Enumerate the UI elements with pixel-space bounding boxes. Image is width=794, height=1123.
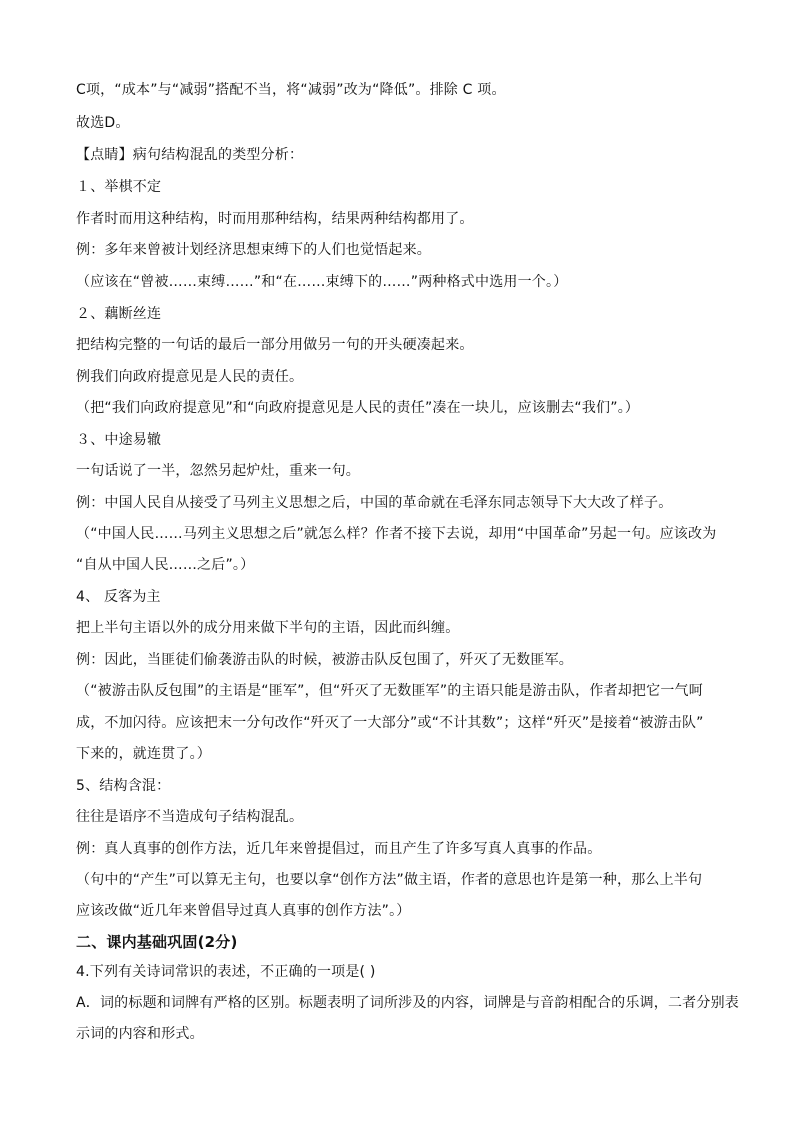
text-line: 例：多年来曾被计划经济思想束缚下的人们也觉悟起来。 bbox=[76, 242, 431, 258]
text-line: 故选D。 bbox=[76, 115, 130, 131]
text-line: （把“我们向政府提意见”和“向政府提意见是人民的责任”凑在一块儿，应该删去“我们”。） bbox=[76, 400, 640, 416]
text-line: 应该改做“近几年来曾倡导过真人真事的创作方法”。） bbox=[76, 903, 411, 919]
question-stem: 4.下列有关诗词常识的表述，不正确的一项是( ) bbox=[76, 964, 376, 980]
section-heading: 二、课内基础巩固(2分) bbox=[76, 933, 238, 951]
text-line: C项，“成本”与“减弱”搭配不当，将“减弱”改为“降低”。排除 C 项。 bbox=[76, 82, 506, 98]
text-line: 把结构完整的一句话的最后一部分用做另一句的开头硬凑起来。 bbox=[76, 337, 474, 353]
text-line: 往往是语序不当造成句子结构混乱。 bbox=[76, 809, 304, 825]
text-line: 成，不加闪待。应该把末一分句改作“歼灭了一大部分”或“不计其数”；这样“歼灭”是接着“被游击队” bbox=[76, 715, 704, 731]
text-line: 把上半句主语以外的成分用来做下半句的主语，因此而纠缠。 bbox=[76, 620, 460, 636]
text-line: （句中的“产生”可以算无主句，也要以拿“创作方法”做主语，作者的意思也许是第一种，那么上半句 bbox=[76, 872, 703, 888]
text-line: １、举棋不定 bbox=[76, 179, 162, 195]
text-line: ３、中途易辙 bbox=[76, 432, 162, 448]
text-line: 作者时而用这种结构，时而用那种结构，结果两种结构都用了。 bbox=[76, 211, 474, 227]
text-line: 例：中国人民自从接受了马列主义思想之后，中国的革命就在毛泽东同志领导下大大改了样子。 bbox=[76, 495, 673, 511]
text-line: 下来的，就连贯了。） bbox=[76, 746, 211, 762]
text-line: 4、 反客为主 bbox=[76, 589, 161, 605]
text-line: 5、结构含混： bbox=[76, 778, 171, 794]
text-line: ２、藕断丝连 bbox=[76, 306, 162, 322]
text-line: 【点睛】病句结构混乱的类型分析： bbox=[76, 147, 304, 163]
text-line: 例：真人真事的创作方法，近几年来曾提倡过，而且产生了许多写真人真事的作品。 bbox=[76, 841, 602, 857]
option-a-continued: 示词的内容和形式。 bbox=[76, 1026, 204, 1042]
option-a: A．词的标题和词牌有严格的区别。标题表明了词所涉及的内容，词牌是与音韵相配合的乐调，二者分别表 bbox=[76, 995, 739, 1011]
text-line: （“被游击队反包围”的主语是“匪军”，但“歼灭了无数匪军”的主语只能是游击队，作者却把它一气呵 bbox=[76, 683, 703, 699]
text-line: （“中国人民……马列主义思想之后”就怎么样？作者不接下去说，却用“中国革命”另起一句。应该改为 bbox=[76, 526, 717, 542]
text-line: 例我们向政府提意见是人民的责任。 bbox=[76, 369, 304, 385]
text-line: 一句话说了一半，忽然另起炉灶，重来一句。 bbox=[76, 463, 360, 479]
text-line: “自从中国人民……之后”。） bbox=[76, 557, 255, 573]
text-line: 例：因此，当匪徒们偷袭游击队的时候，被游击队反包围了，歼灭了无数匪军。 bbox=[76, 652, 573, 668]
text-line: （应该在“曾被……束缚……”和“在……束缚下的……”两种格式中选用一个。） bbox=[76, 274, 568, 290]
